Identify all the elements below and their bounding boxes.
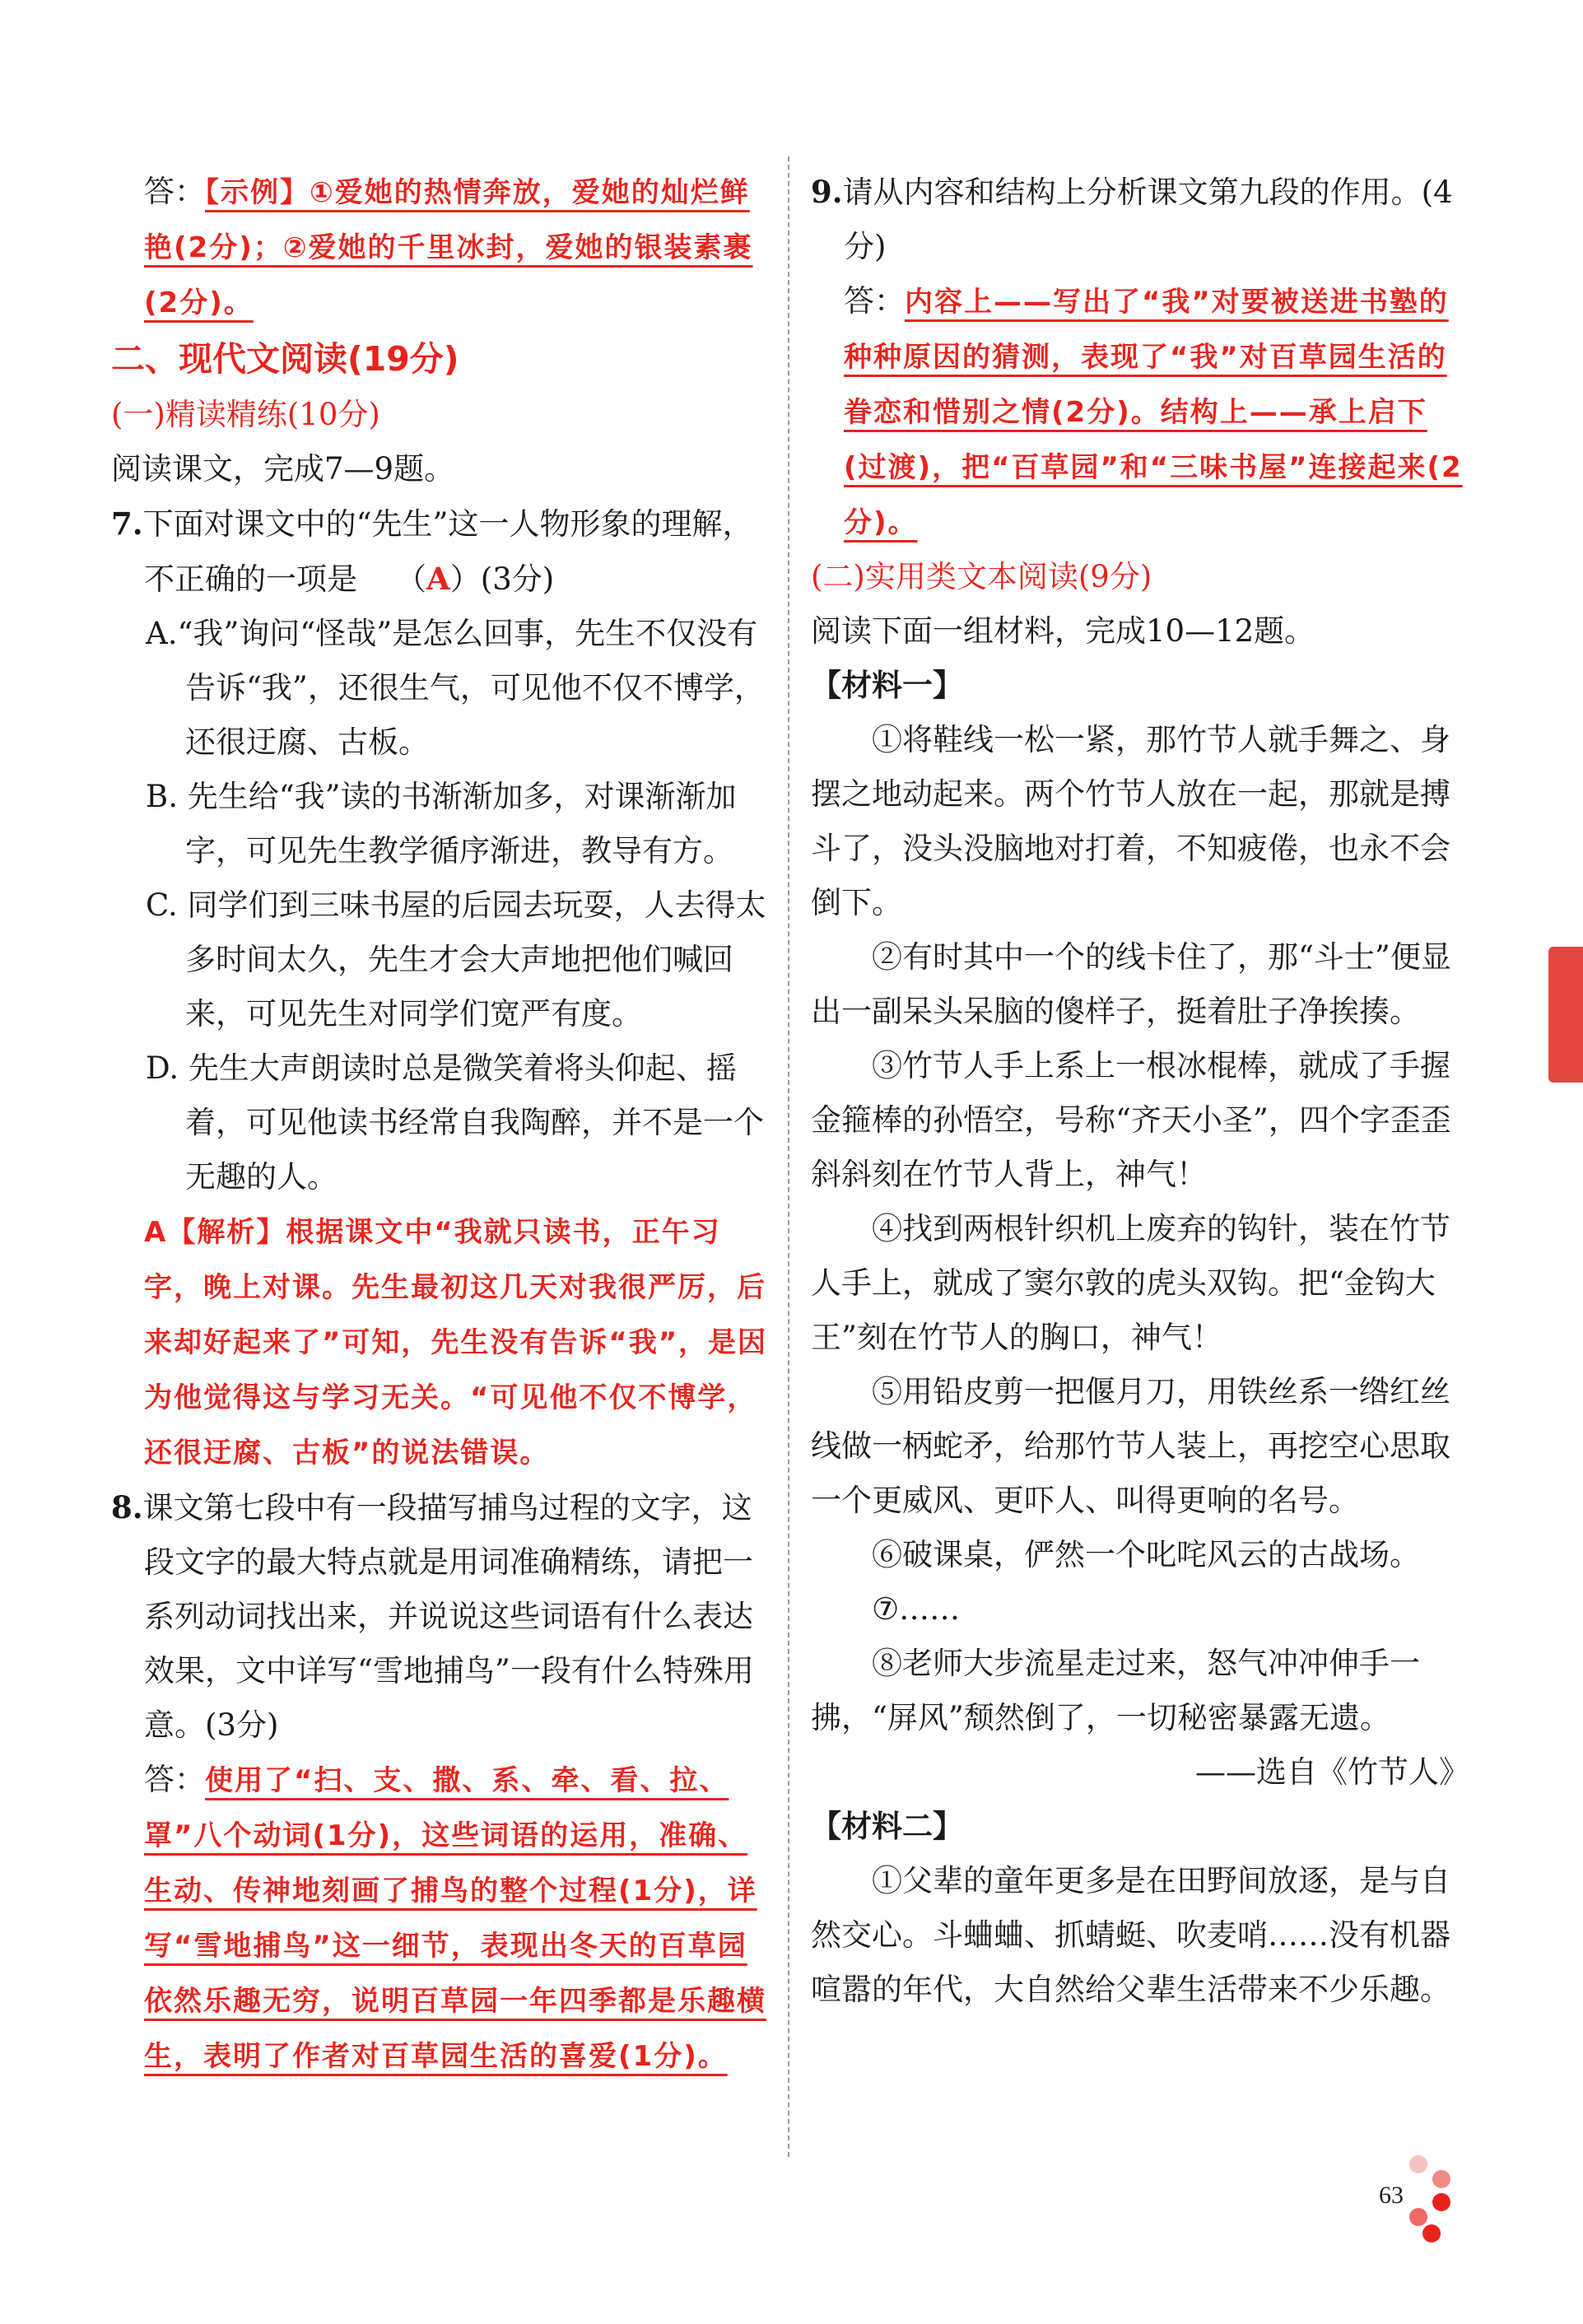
question-9-number: 9. <box>811 174 843 210</box>
left-column <box>111 165 770 2084</box>
decor-dot <box>1422 2224 1441 2242</box>
question-9 <box>811 165 1469 274</box>
question-8-text: 课文第七段中有一段描写捕鸟过程的文字，这段文字的最大特点就是用词准确精练，请把一系列动词找出来，并说说这些词语有什么表达效果，文中详写“雪地捕鸟”一段有什么特殊用意。(3分) <box>142 1490 754 1743</box>
material-1-para-1: ①将鞋线一松一紧，那竹节人就手舞之、身摆之地动起来。两个竹节人放在一起，那就是搏斗了，没头没脑地对打着，不知疲倦，也永不会倒下。 <box>811 722 1450 920</box>
material-1-para-4: ④找到两根针织机上废弃的钩针，装在竹节人手上，就成了窦尔敦的虎头双钩。把“金钩大王”刻在竹节人的胸口，神气！ <box>811 1211 1450 1355</box>
answer-label: 答： <box>144 1762 205 1797</box>
analysis-text: A【解析】根据课文中“我就只读书，正午习字，晚上对课。先生最初这几天对我很严厉，后来却好起来了”可知，先生没有告诉“我”，是因为他觉得这与学习无关。“可见他不仅不博学，还很迂腐、古板”的说法错误。 <box>144 1216 768 1469</box>
answer-label: 答： <box>844 283 905 319</box>
material-1-title: 【材料一】 <box>811 668 963 703</box>
decor-dot <box>1409 2155 1427 2173</box>
decor-dot <box>1409 2208 1427 2226</box>
option-a: A.“我”询问“怪哉”是怎么回事，先生不仅没有告诉“我”，还很生气，可见他不仅不博学，还很迂腐、古板。 <box>146 616 765 760</box>
option-d: D. 先生大声朗读时总是微笑着将头仰起、摇着，可见他读书经常自我陶醉，并不是一个无趣的人。 <box>146 1050 764 1195</box>
question-7-text: 下面对课文中的“先生”这一人物形象的理解，不正确的一项是 <box>142 506 753 597</box>
answer-6-text: 【示例】①爱她的热情奔放，爱她的灿烂鲜艳(2分)；②爱她的千里冰封，爱她的银装素裹(2分)。 <box>144 176 753 319</box>
subsection-1-title: (一)精读精练(10分) <box>111 397 380 432</box>
material-1-para-6: ⑥破课桌，俨然一个叱咤风云的古战场。 <box>872 1537 1420 1572</box>
material-1-para-3: ③竹节人手上系上一根冰棍棒，就成了手握金箍棒的孙悟空，号称“齐天小圣”，四个字歪歪斜斜刻在竹节人背上，神气！ <box>811 1048 1451 1192</box>
chapter-side-tab <box>1548 947 1583 1083</box>
section-2-title: 二、现代文阅读(19分) <box>111 339 459 379</box>
material-1-source: ——选自《竹节人》 <box>1195 1754 1469 1790</box>
material-2-title: 【材料二】 <box>811 1809 963 1844</box>
question-7-number: 7. <box>111 505 143 542</box>
material-2-para-1: ①父辈的童年更多是在田野间放逐，是与自然交心。斗蛐蛐、抓蜻蜓、吹麦哨……没有机器喧嚣的年代，大自然给父辈生活带来不少乐趣。 <box>811 1863 1450 2007</box>
page-number: 63 <box>1379 2182 1404 2209</box>
material-1-para-7: ⑦…… <box>872 1591 961 1627</box>
reading-instruction: 阅读课文，完成7—9题。 <box>111 451 455 487</box>
answer-9-text: 内容上——写出了“我”对要被送进书塾的种种原因的猜测，表现了“我”对百草园生活的眷恋和惜别之情(2分)。结构上——承上启下(过渡)，把“百草园”和“三味书屋”连接起来(2分)。 <box>844 286 1463 539</box>
answer-8 <box>111 1753 770 2084</box>
option-c: C. 同学们到三味书屋的后园去玩耍，人去得太多时间太久，先生才会大声地把他们喊回来，可见先生对同学们宽严有度。 <box>146 887 766 1032</box>
column-divider <box>788 156 789 2157</box>
answer-8-text: 使用了“扫、支、撒、系、牵、看、拉、罩”八个动词(1分)，这些词语的运用，准确、生动、传神地刻画了捕鸟的整个过程(1分)，详写“雪地捕鸟”这一细节，表现出冬天的百草园依然乐趣无穷，说明百草园一年四季都是乐趣横生，表明了作者对百草园生活的喜爱(1分)。 <box>144 1764 766 2073</box>
answer-6 <box>111 165 770 330</box>
question-7-bracket-open: （ <box>396 561 427 597</box>
decor-dot <box>1432 2193 1450 2211</box>
option-b: B. 先生给“我”读的书渐渐加多，对课渐渐加字，可见先生教学循序渐进，教导有方。 <box>146 779 737 869</box>
question-7 <box>111 496 770 607</box>
right-column <box>811 165 1469 2017</box>
materials-instruction: 阅读下面一组材料，完成10—12题。 <box>811 613 1315 649</box>
material-1-para-5: ⑤用铅皮剪一把偃月刀，用铁丝系一绺红丝线做一柄蛇矛，给那竹节人装上，再挖空心思取一个更威风、更吓人、叫得更响的名号。 <box>811 1374 1450 1518</box>
material-1-para-2: ②有时其中一个的线卡住了，那“斗士”便显出一副呆头呆脑的傻样子，挺着肚子净挨揍。 <box>811 939 1451 1029</box>
question-7-bracket-close: ）(3分) <box>449 561 555 597</box>
subsection-2-title: (二)实用类文本阅读(9分) <box>811 559 1152 594</box>
question-8 <box>111 1480 770 1753</box>
decor-dot <box>1432 2170 1450 2188</box>
answer-9 <box>811 274 1469 550</box>
material-1-para-8: ⑧老师大步流星走过来，怒气冲冲伸手一拂，“屏风”颓然倒了，一切秘密暴露无遗。 <box>811 1646 1420 1735</box>
question-7-analysis <box>111 1204 770 1480</box>
question-8-number: 8. <box>111 1489 143 1525</box>
question-7-answer: A <box>426 561 450 597</box>
answer-label: 答： <box>144 174 205 209</box>
question-9-text: 请从内容和结构上分析课文第九段的作用。(4分) <box>842 175 1453 264</box>
